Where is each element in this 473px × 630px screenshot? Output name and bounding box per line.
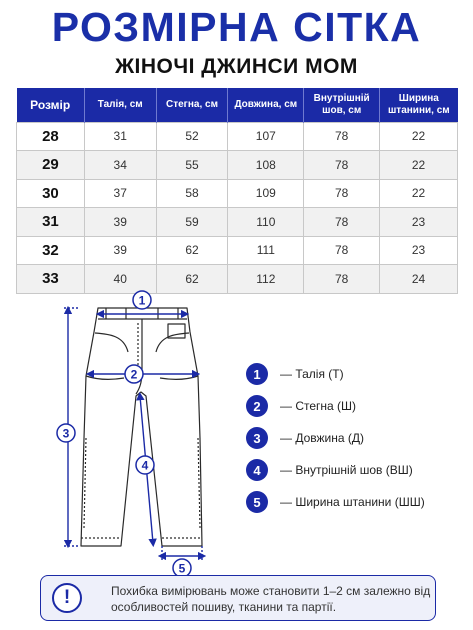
measurement-legend [246,358,466,518]
table-cell: 108 [228,151,304,180]
marker-1-label: 1 [138,293,146,308]
marker-4 [136,456,154,474]
marker-3 [57,424,75,442]
jeans-diagram [50,288,230,580]
table-cell: 22 [380,122,458,151]
table-cell: 78 [304,265,380,294]
header-length: Довжина, см [228,88,304,122]
table-cell: 78 [304,179,380,208]
table-cell: 109 [228,179,304,208]
header-hips: Стегна, см [156,88,228,122]
exclamation-icon: ! [52,583,82,613]
table-cell: 78 [304,236,380,265]
table-cell: 22 [380,179,458,208]
table-cell: 58 [156,179,228,208]
table-cell: 34 [84,151,156,180]
table-body [17,122,458,293]
legend-item-leg-width [246,486,466,518]
legend-item-length [246,422,466,454]
legend-item-inseam [246,454,466,486]
table-cell: 39 [84,208,156,237]
table-cell: 111 [228,236,304,265]
table-row [17,122,458,151]
legend-number-5: 5 [246,491,268,513]
header-leg-width: Ширина штанини, см [380,88,458,122]
marker-1 [133,291,151,309]
table-cell: 24 [380,265,458,294]
diagram-markers [57,291,191,577]
marker-2 [125,365,143,383]
table-row [17,208,458,237]
table-header-row [17,88,458,122]
table-cell: 62 [156,236,228,265]
table-cell: 78 [304,122,380,151]
marker-5-label: 5 [178,561,186,576]
legend-item-hips [246,390,466,422]
legend-item-waist [246,358,466,390]
marker-3-label: 3 [62,426,70,441]
legend-number-3: 3 [246,427,268,449]
legend-label-inseam: — Внутрішній шов (ВШ) [280,463,413,477]
table-cell: 78 [304,151,380,180]
size-cell: 31 [17,208,85,237]
size-cell: 30 [17,179,85,208]
table-cell: 107 [228,122,304,151]
table-cell: 23 [380,208,458,237]
note-text: Похибка вимірювань може становити 1–2 см залежно від особливостей пошиву, тканини та партії. [111,584,431,614]
size-cell: 33 [17,265,85,294]
table-cell: 40 [84,265,156,294]
table-cell: 23 [380,236,458,265]
table-cell: 37 [84,179,156,208]
table-cell: 31 [84,122,156,151]
table-row [17,151,458,180]
size-table [16,88,458,294]
legend-label-waist: — Талія (Т) [280,367,344,381]
page-title: РОЗМІРНА СІТКА [51,4,422,50]
header-waist: Талія, см [84,88,156,122]
table-cell: 62 [156,265,228,294]
table-cell: 112 [228,265,304,294]
table-cell: 52 [156,122,228,151]
legend-number-1: 1 [246,363,268,385]
header-size: Розмір [17,88,85,122]
jeans-outline [81,308,202,546]
size-cell: 29 [17,151,85,180]
legend-label-hips: — Стегна (Ш) [280,399,357,413]
table-cell: 55 [156,151,228,180]
page-subtitle: ЖІНОЧІ ДЖИНСИ МОМ [115,55,358,78]
measurement-note [40,575,436,621]
legend-number-4: 4 [246,459,268,481]
legend-label-leg-width: — Ширина штанини (ШШ) [280,495,425,509]
table-row [17,236,458,265]
legend-number-2: 2 [246,395,268,417]
table-cell: 59 [156,208,228,237]
header-inseam: Внутрішній шов, см [304,88,380,122]
table-row [17,179,458,208]
table-cell: 78 [304,208,380,237]
table-cell: 22 [380,151,458,180]
table-cell: 39 [84,236,156,265]
table-cell: 110 [228,208,304,237]
marker-4-label: 4 [141,458,149,473]
size-cell: 32 [17,236,85,265]
legend-label-length: — Довжина (Д) [280,431,364,445]
size-cell: 28 [17,122,85,151]
marker-2-label: 2 [130,367,138,382]
